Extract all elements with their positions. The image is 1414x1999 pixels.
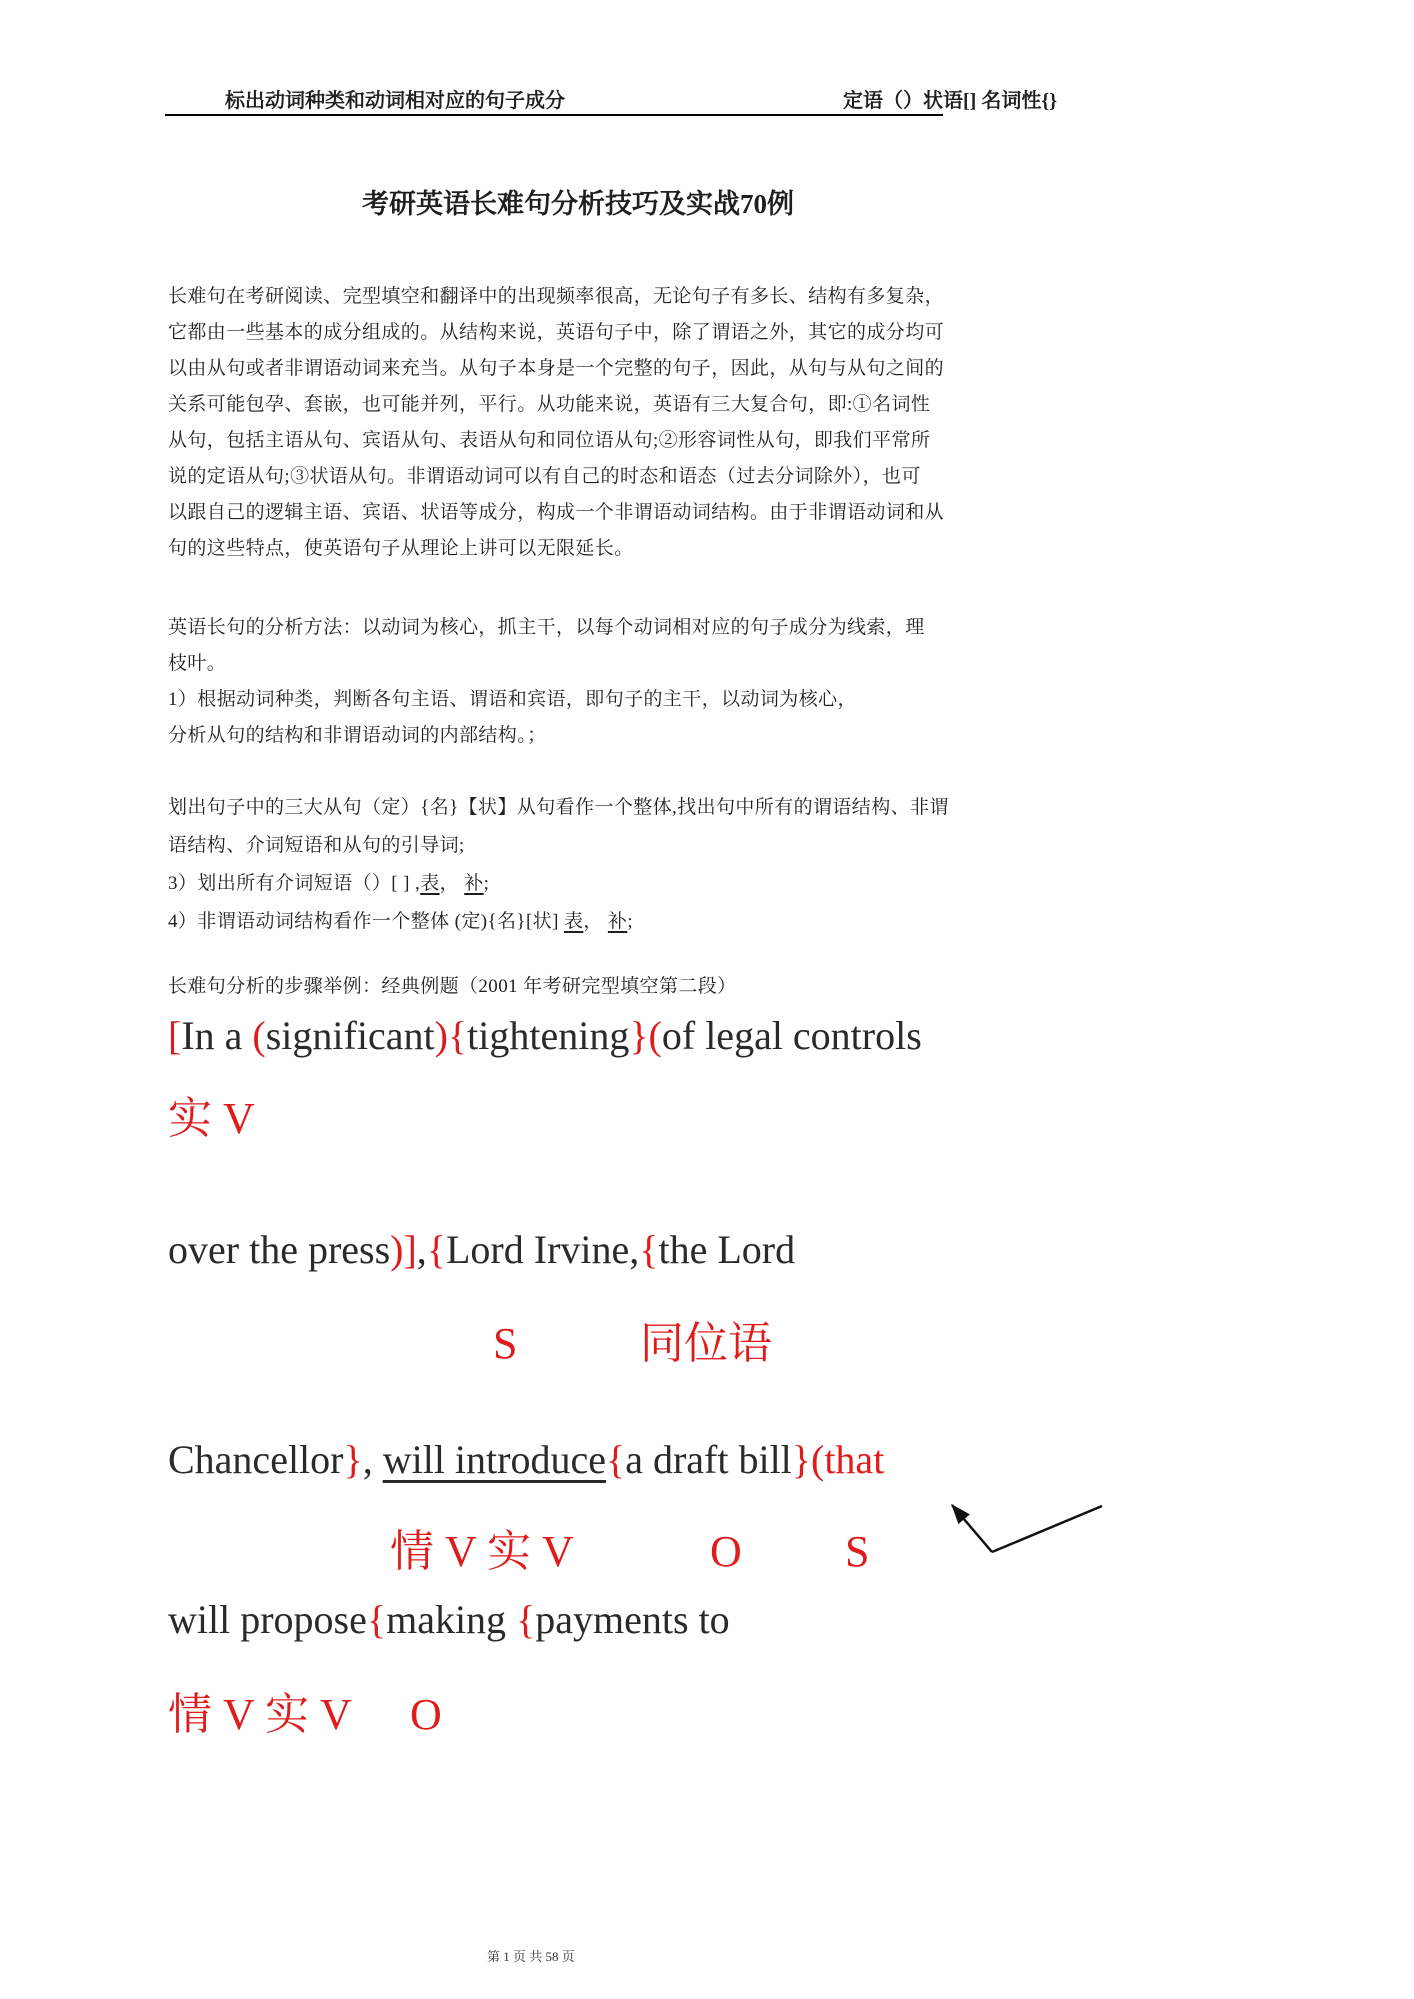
bracket-marker: (that — [811, 1437, 885, 1482]
header-left-text: 标出动词种类和动词相对应的句子成分 — [225, 90, 565, 112]
annotation-line-4 — [168, 1686, 768, 1744]
bracket-marker: { — [639, 1227, 659, 1272]
bracket-marker: { — [516, 1597, 536, 1642]
example-sentence-line-1 — [168, 1008, 922, 1064]
verb-labels: 情 V 实 V — [168, 1690, 352, 1739]
bracket-marker: ( — [252, 1013, 266, 1058]
apposition-label: 同位语 — [640, 1319, 772, 1368]
paragraph-line: 以由从句或者非谓语动词来充当。从句子本身是一个完整的句子，因此，从句与从句之间的 — [168, 358, 945, 379]
annotation-line-2 — [168, 1315, 968, 1373]
steps-paragraph — [168, 789, 958, 941]
paragraph-line: 分析从句的结构和非谓语动词的内部结构。； — [168, 725, 547, 746]
text-segment: ， — [439, 873, 465, 894]
example-sentence-line-2 — [168, 1222, 795, 1278]
text-segment: will introduce — [382, 1437, 606, 1482]
paragraph-line: 长难句在考研阅读、完型填空和翻译中的出现频率很高，无论句子有多长、结构有多复杂， — [168, 286, 945, 307]
header-right-text: 定语（）状语[] 名词性{} — [843, 90, 1058, 112]
paragraph-line: 说的定语从句;③状语从句。非谓语动词可以有自己的时态和语态（过去分词除外），也可 — [168, 466, 921, 487]
text-segment: Lord Irvine, — [446, 1227, 640, 1272]
object-label: O — [710, 1527, 742, 1576]
text-segment: 4）非谓语动词结构看作一个整体 (定){名}[状] — [168, 911, 564, 932]
paragraph-line: 关系可能包孕、套嵌，也可能并列，平行。从功能来说，英语有三大复合句，即:①名词性 — [168, 394, 931, 415]
intro-paragraph — [168, 279, 958, 567]
bracket-marker: } — [791, 1437, 811, 1482]
text-segment: ; — [483, 873, 490, 894]
text-segment: 补 — [464, 873, 484, 894]
bracket-marker: { — [447, 1013, 468, 1058]
paragraph-line: 从句，包括主语从句、宾语从句、表语从句和同位语从句;②形容词性从句，即我们平常所 — [168, 430, 931, 451]
text-segment: over the press — [168, 1227, 391, 1272]
paragraph-line: 枝叶。 — [168, 653, 227, 674]
text-segment: 3）划出所有介词短语（）[ ] , — [168, 873, 421, 894]
paragraph-line — [168, 903, 958, 941]
bracket-marker: [ — [168, 1013, 182, 1058]
paragraph-line: 英语长句的分析方法：以动词为核心，抓主干，以每个动词相对应的句子成分为线索，理 — [168, 617, 925, 638]
bracket-marker: ( — [648, 1013, 662, 1058]
header-divider — [165, 114, 943, 116]
text-segment: In a — [181, 1013, 253, 1058]
subject-label: S — [493, 1319, 518, 1368]
object-label: O — [410, 1690, 442, 1739]
bracket-marker: { — [426, 1227, 446, 1272]
text-segment: a draft bill — [625, 1437, 792, 1482]
text-segment: will propose — [168, 1597, 367, 1642]
paragraph-line: 划出句子中的三大从句（定）{名}【状】从句看作一个整体,找出句中所有的谓语结构、非谓 — [168, 797, 949, 818]
bracket-marker: } — [629, 1013, 649, 1058]
paragraph-line: 以跟自己的逻辑主语、宾语、状语等成分，构成一个非谓语动词结构。由于非谓语动词和从 — [168, 502, 945, 523]
text-segment: , — [362, 1437, 383, 1482]
text-segment: payments to — [535, 1597, 730, 1642]
annotation-line-1: 实 V — [168, 1094, 255, 1143]
text-segment: 表 — [420, 873, 440, 894]
example-sentence-line-3 — [168, 1432, 884, 1488]
bracket-marker: } — [343, 1437, 363, 1482]
text-segment: the Lord — [658, 1227, 796, 1272]
page-title: 考研英语长难句分析技巧及实战70例 — [362, 189, 794, 219]
example-sentence-line-4 — [168, 1592, 730, 1648]
text-segment: ， — [583, 911, 608, 932]
page-number-footer: 第 1 页 共 58 页 — [487, 1949, 575, 1964]
text-segment: significant — [265, 1013, 435, 1058]
example-caption: 长难句分析的步骤举例：经典例题（2001 年考研完型填空第二段） — [168, 976, 737, 997]
paragraph-line: 句的这些特点，使英语句子从理论上讲可以无限延长。 — [168, 538, 634, 559]
bracket-marker: { — [605, 1437, 626, 1482]
text-segment: of legal controls — [661, 1013, 922, 1058]
paragraph-line: 1）根据动词种类，判断各句主语、谓语和宾语，即句子的主干，以动词为核心， — [168, 689, 857, 710]
bracket-marker: ) — [434, 1013, 448, 1058]
bracket-marker: { — [366, 1597, 387, 1642]
method-paragraph — [168, 610, 958, 754]
text-segment: ; — [627, 911, 634, 932]
text-segment: tightening — [467, 1013, 630, 1058]
annotation-line-3 — [168, 1523, 968, 1581]
text-segment: , — [416, 1227, 427, 1272]
text-segment: 表 — [563, 911, 584, 932]
text-segment: 补 — [607, 911, 628, 932]
paragraph-line — [168, 865, 958, 903]
text-segment: Chancellor — [168, 1437, 344, 1482]
text-segment: making — [386, 1597, 517, 1642]
bracket-marker: )] — [390, 1227, 417, 1272]
subject-label: S — [845, 1527, 870, 1576]
paragraph-line: 语结构、介词短语和从句的引导词; — [168, 835, 465, 856]
paragraph-line: 它都由一些基本的成分组成的。从结构来说，英语句子中，除了谓语之外，其它的成分均可 — [168, 322, 945, 343]
verb-labels: 情 V 实 V — [390, 1527, 574, 1576]
